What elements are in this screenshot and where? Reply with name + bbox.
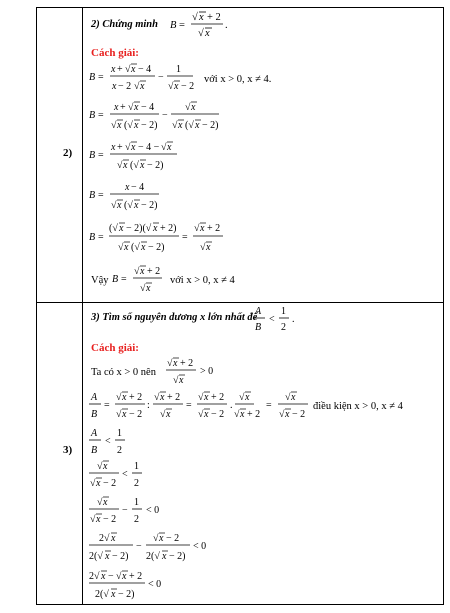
svg-text:=: = — [121, 274, 127, 285]
table-left-border — [36, 7, 37, 605]
svg-text:B: B — [255, 322, 262, 333]
svg-text:− 2: − 2 — [103, 514, 117, 525]
svg-text:+: + — [117, 64, 123, 75]
svg-text:x: x — [101, 571, 106, 582]
svg-text:2√: 2√ — [89, 571, 100, 582]
svg-text:x: x — [204, 409, 209, 420]
svg-text:−: − — [122, 505, 128, 516]
svg-text:x: x — [141, 242, 146, 253]
svg-text:2: 2 — [134, 514, 139, 525]
svg-text:x: x — [111, 589, 116, 600]
svg-text:2: 2 — [117, 445, 122, 456]
svg-text:−: − — [108, 571, 114, 582]
svg-text:√: √ — [111, 200, 117, 211]
svg-text:√: √ — [160, 409, 166, 420]
svg-text:x: x — [122, 409, 127, 420]
equation-3-ratio-result — [278, 388, 318, 422]
svg-text:x: x — [174, 81, 179, 92]
svg-text:x: x — [140, 160, 145, 171]
svg-text:(√: (√ — [185, 120, 194, 131]
svg-text:B: B — [91, 409, 98, 420]
svg-text:(√: (√ — [124, 200, 133, 211]
svg-text:+ 2: + 2 — [180, 358, 194, 369]
row-number-3: 3) — [63, 444, 73, 456]
svg-text:√: √ — [168, 81, 174, 92]
svg-text:x: x — [199, 12, 204, 23]
table-top-border — [36, 7, 444, 8]
svg-text:− 2): − 2) — [202, 120, 219, 131]
svg-text:√: √ — [128, 102, 134, 113]
svg-text:=: = — [179, 20, 185, 31]
svg-text:− 2: − 2 — [211, 409, 225, 420]
equation-2-1 — [89, 60, 199, 94]
svg-text:√: √ — [125, 142, 131, 153]
svg-text:< 0: < 0 — [146, 505, 160, 516]
svg-text:=: = — [104, 400, 110, 411]
table-column-divider — [82, 7, 83, 605]
svg-text:A: A — [91, 428, 98, 439]
svg-text:− 4: − 4 — [131, 182, 145, 193]
svg-text:2√: 2√ — [99, 533, 110, 544]
svg-text:x: x — [105, 551, 110, 562]
svg-text::: : — [147, 400, 150, 411]
svg-text:1: 1 — [117, 428, 122, 439]
svg-text:x: x — [204, 392, 209, 403]
svg-text:.: . — [225, 20, 228, 31]
svg-text:+ 2): + 2) — [160, 223, 177, 234]
equation-2-2 — [89, 98, 224, 134]
svg-text:− 2: − 2 — [118, 81, 132, 92]
svg-text:x: x — [123, 160, 128, 171]
svg-text:.: . — [292, 314, 295, 325]
svg-text:− 4: − 4 — [138, 64, 152, 75]
svg-text:B: B — [89, 150, 96, 161]
svg-text:1: 1 — [134, 461, 139, 472]
svg-text:x: x — [245, 392, 250, 403]
equation-2-4 — [89, 178, 179, 214]
svg-text:x: x — [112, 81, 117, 92]
problem-2-title: 2) Chứng minh — [91, 19, 158, 30]
svg-text:+ 2: + 2 — [129, 571, 143, 582]
svg-text:√: √ — [134, 266, 140, 277]
svg-text:√: √ — [111, 120, 117, 131]
svg-text:+ 2: + 2 — [207, 12, 221, 23]
svg-text:=: = — [98, 190, 104, 201]
svg-text:+ 2: + 2 — [211, 392, 225, 403]
svg-text:+ 2: + 2 — [129, 392, 143, 403]
svg-text:+ 2: + 2 — [147, 266, 161, 277]
svg-text:B: B — [89, 110, 96, 121]
svg-text:√: √ — [200, 242, 206, 253]
svg-text:√: √ — [134, 81, 140, 92]
svg-text:x: x — [131, 64, 136, 75]
svg-text:√: √ — [172, 120, 178, 131]
svg-text:=: = — [98, 110, 104, 121]
svg-text:B: B — [89, 190, 96, 201]
svg-text:x: x — [160, 392, 165, 403]
svg-text:2: 2 — [134, 478, 139, 489]
equation-3-step-5 — [89, 566, 199, 604]
svg-text:√: √ — [198, 28, 204, 39]
equation-3-step-3 — [89, 492, 169, 528]
svg-text:x: x — [119, 223, 124, 234]
svg-text:x: x — [103, 461, 108, 472]
svg-text:.: . — [230, 400, 233, 411]
svg-text:x: x — [111, 64, 116, 75]
svg-text:√: √ — [140, 283, 146, 294]
svg-text:x: x — [206, 242, 211, 253]
svg-text:B: B — [112, 274, 119, 285]
svg-text:− 2: − 2 — [181, 81, 195, 92]
svg-text:x: x — [103, 497, 108, 508]
svg-text:− 4: − 4 — [141, 102, 155, 113]
svg-text:√: √ — [285, 392, 291, 403]
svg-text:− 2): − 2) — [147, 160, 164, 171]
equation-3-positive — [166, 354, 216, 388]
table-bottom-border — [36, 604, 444, 605]
svg-text:B: B — [91, 445, 98, 456]
svg-text:√: √ — [279, 409, 285, 420]
svg-text:− 2)(√: − 2)(√ — [126, 223, 152, 234]
equation-2-5 — [89, 219, 229, 257]
svg-text:x: x — [285, 409, 290, 420]
svg-text:x: x — [96, 514, 101, 525]
svg-text:> 0: > 0 — [200, 366, 214, 377]
conclusion-formula-2 — [112, 262, 162, 296]
svg-text:√: √ — [194, 223, 200, 234]
svg-text:x: x — [134, 200, 139, 211]
svg-text:√: √ — [185, 102, 191, 113]
svg-text:√: √ — [153, 533, 159, 544]
svg-text:x: x — [166, 409, 171, 420]
svg-text:√: √ — [116, 392, 122, 403]
svg-text:=: = — [182, 232, 188, 243]
svg-text:√: √ — [97, 497, 103, 508]
svg-text:x: x — [125, 182, 130, 193]
svg-text:<: < — [122, 469, 128, 480]
equation-3-ratio — [89, 388, 254, 422]
svg-text:(√: (√ — [130, 160, 139, 171]
svg-text:=: = — [186, 400, 192, 411]
svg-text:(√: (√ — [109, 223, 118, 234]
svg-text:x: x — [140, 81, 145, 92]
svg-text:x: x — [146, 283, 151, 294]
svg-text:x: x — [117, 200, 122, 211]
svg-text:x: x — [114, 102, 119, 113]
svg-text:(√: (√ — [124, 120, 133, 131]
svg-text:2: 2 — [281, 322, 286, 333]
svg-text:B: B — [89, 232, 96, 243]
equation-3-ratio-tail — [233, 388, 283, 422]
svg-text:−: − — [162, 110, 168, 121]
svg-text:x: x — [96, 478, 101, 489]
svg-text:1: 1 — [281, 306, 286, 317]
svg-text:x: x — [140, 266, 145, 277]
svg-text:− 2): − 2) — [148, 242, 165, 253]
svg-text:x: x — [240, 409, 245, 420]
svg-text:√: √ — [90, 478, 96, 489]
svg-text:√: √ — [154, 392, 160, 403]
condition-3: điều kiện x > 0, x ≠ 4 — [313, 401, 403, 412]
conclusion-condition-2: với x > 0, x ≠ 4 — [170, 275, 235, 286]
svg-text:A: A — [91, 392, 98, 403]
svg-text:x: x — [117, 120, 122, 131]
svg-text:x: x — [111, 533, 116, 544]
svg-text:<: < — [269, 314, 275, 325]
svg-text:√: √ — [198, 409, 204, 420]
svg-text:x: x — [178, 120, 183, 131]
conclusion-prefix-2: Vậy — [91, 275, 109, 286]
problem-3-title: 3) Tìm số nguyên dương x lớn nhất để — [91, 312, 258, 323]
svg-text:B: B — [170, 20, 177, 31]
svg-text:√: √ — [198, 392, 204, 403]
svg-text:x: x — [291, 392, 296, 403]
svg-text:2(√: 2(√ — [146, 551, 160, 562]
svg-text:=: = — [98, 150, 104, 161]
svg-text:− 2): − 2) — [141, 200, 158, 211]
svg-text:< 0: < 0 — [148, 579, 162, 590]
svg-text:x: x — [159, 533, 164, 544]
svg-text:x: x — [134, 102, 139, 113]
svg-text:=: = — [98, 72, 104, 83]
equation-3-step-1 — [89, 424, 129, 458]
svg-text:√: √ — [116, 409, 122, 420]
svg-text:x: x — [111, 142, 116, 153]
svg-text:+ 2: + 2 — [247, 409, 261, 420]
svg-text:√: √ — [97, 461, 103, 472]
svg-text:x: x — [173, 358, 178, 369]
svg-text:x: x — [153, 223, 158, 234]
svg-text:x: x — [122, 392, 127, 403]
svg-text:√: √ — [192, 12, 198, 23]
svg-text:√: √ — [125, 64, 131, 75]
svg-text:x: x — [124, 242, 129, 253]
table-row-divider — [36, 302, 444, 303]
svg-text:√: √ — [161, 142, 167, 153]
svg-text:√: √ — [117, 160, 123, 171]
svg-text:x: x — [131, 142, 136, 153]
svg-text:2(√: 2(√ — [89, 551, 103, 562]
svg-text:B: B — [89, 72, 96, 83]
svg-text:<: < — [105, 436, 111, 447]
method-label-2: Cách giải: — [91, 47, 139, 59]
svg-text:− 2): − 2) — [118, 589, 135, 600]
svg-text:x: x — [134, 120, 139, 131]
svg-text:√: √ — [90, 514, 96, 525]
svg-text:1: 1 — [134, 497, 139, 508]
svg-text:2(√: 2(√ — [95, 589, 109, 600]
svg-text:< 0: < 0 — [193, 541, 207, 552]
svg-text:x: x — [195, 120, 200, 131]
svg-text:− 2: − 2 — [129, 409, 143, 420]
svg-text:A: A — [255, 306, 262, 317]
svg-text:√: √ — [234, 409, 240, 420]
svg-text:x: x — [122, 571, 127, 582]
svg-text:− 2: − 2 — [103, 478, 117, 489]
svg-text:=: = — [266, 400, 272, 411]
svg-text:√: √ — [116, 571, 122, 582]
svg-text:=: = — [98, 232, 104, 243]
svg-text:x: x — [162, 551, 167, 562]
intro-3: Ta có x > 0 nên — [91, 367, 156, 378]
svg-text:x: x — [191, 102, 196, 113]
svg-text:−: − — [158, 72, 164, 83]
svg-text:x: x — [205, 28, 210, 39]
svg-text:− 2): − 2) — [112, 551, 129, 562]
method-label-3: Cách giải: — [91, 342, 139, 354]
table-right-border — [443, 7, 444, 605]
svg-text:+: + — [120, 102, 126, 113]
svg-text:+ 2: + 2 — [207, 223, 221, 234]
equation-2-3 — [89, 138, 189, 174]
svg-text:√: √ — [173, 375, 179, 386]
svg-text:− 2): − 2) — [169, 551, 186, 562]
svg-text:+ 2: + 2 — [167, 392, 181, 403]
svg-text:− 4 −: − 4 − — [138, 142, 160, 153]
svg-text:+: + — [117, 142, 123, 153]
svg-text:− 2: − 2 — [166, 533, 180, 544]
svg-text:− 2: − 2 — [292, 409, 306, 420]
svg-text:√: √ — [167, 358, 173, 369]
svg-text:1: 1 — [176, 64, 181, 75]
svg-text:−: − — [136, 541, 142, 552]
condition-2: với x > 0, x ≠ 4. — [204, 74, 272, 85]
svg-text:− 2): − 2) — [141, 120, 158, 131]
equation-3-step-4 — [89, 528, 219, 566]
svg-text:x: x — [200, 223, 205, 234]
problem-2-target-formula — [170, 9, 230, 41]
svg-text:√: √ — [239, 392, 245, 403]
svg-text:√: √ — [118, 242, 124, 253]
problem-3-target-inequality — [253, 303, 305, 335]
svg-text:x: x — [167, 142, 172, 153]
svg-text:(√: (√ — [131, 242, 140, 253]
svg-text:x: x — [179, 375, 184, 386]
equation-3-step-2 — [89, 456, 149, 492]
row-number-2: 2) — [63, 147, 73, 159]
